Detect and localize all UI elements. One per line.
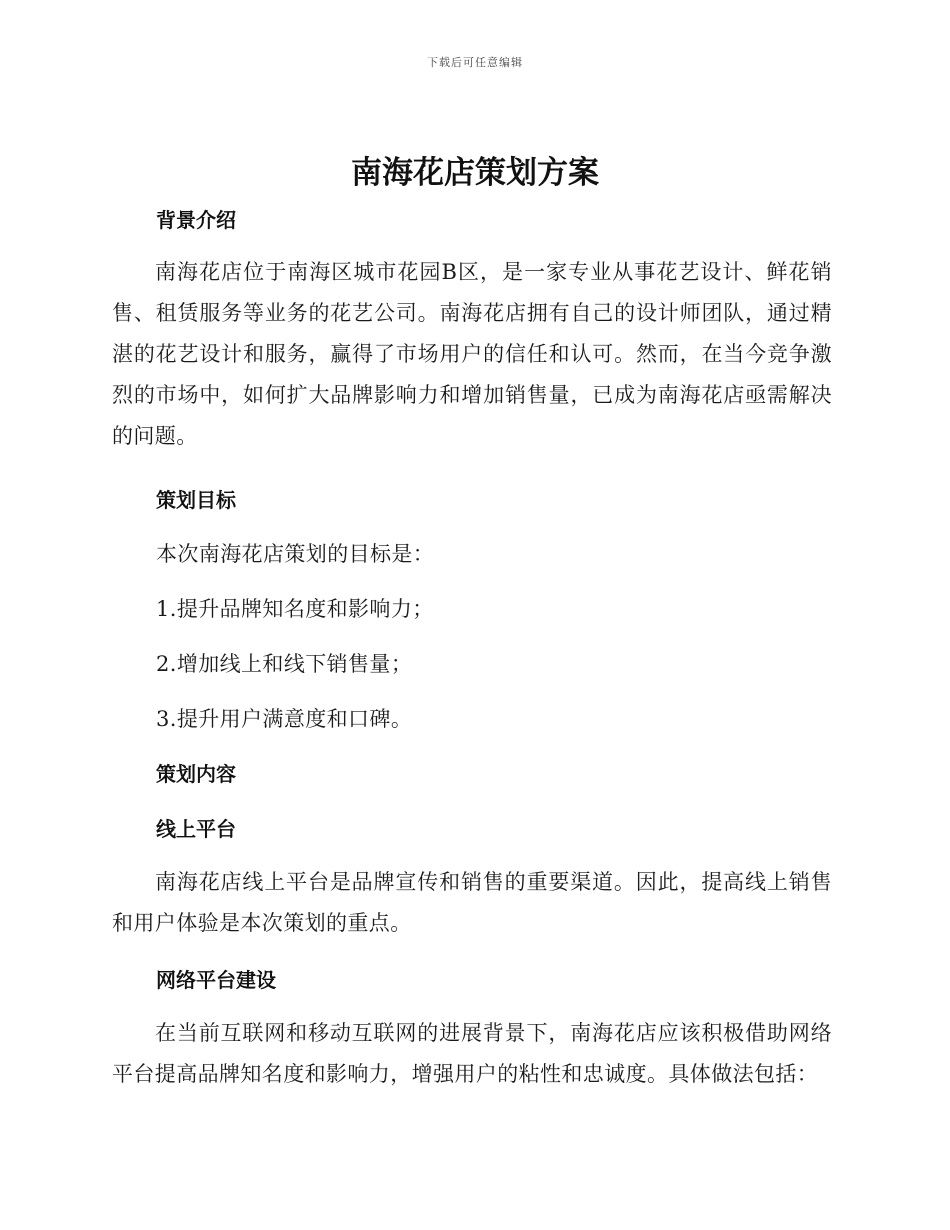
page-header-note: 下载后可任意编辑 <box>427 56 523 69</box>
heading-goals: 策划目标 <box>156 488 236 512</box>
heading-network: 网络平台建设 <box>156 968 276 992</box>
paragraph-online: 南海花店线上平台是品牌宣传和销售的重要渠道。因此，提高线上销售和用户体验是本次策划的重点。 <box>112 870 832 935</box>
goals-intro: 本次南海花店策划的目标是： <box>156 542 435 566</box>
goal-item-2: 2.增加线上和线下销售量； <box>156 652 413 676</box>
heading-content: 策划内容 <box>156 762 236 786</box>
goal-item-3: 3.提升用户满意度和口碑。 <box>156 707 413 731</box>
paragraph-network: 在当前互联网和移动互联网的进展背景下，南海花店应该积极借助网络平台提高品牌知名度和影响力，增强用户的粘性和忠诚度。具体做法包括： <box>112 1021 832 1086</box>
document-title: 南海花店策划方案 <box>351 155 599 191</box>
heading-online: 线上平台 <box>156 817 236 841</box>
paragraph-background: 南海花店位于南海区城市花园B区，是一家专业从事花艺设计、鲜花销售、租赁服务等业务的花艺公司。南海花店拥有自己的设计师团队，通过精湛的花艺设计和服务，赢得了市场用户的信任和认可。然而，在当今竞争激烈的市场中，如何扩大品牌影响力和增加销售量，已成为南海花店亟需解决的问题。 <box>112 260 832 448</box>
heading-background: 背景介绍 <box>156 208 236 232</box>
goal-item-1: 1.提升品牌知名度和影响力； <box>156 597 434 621</box>
